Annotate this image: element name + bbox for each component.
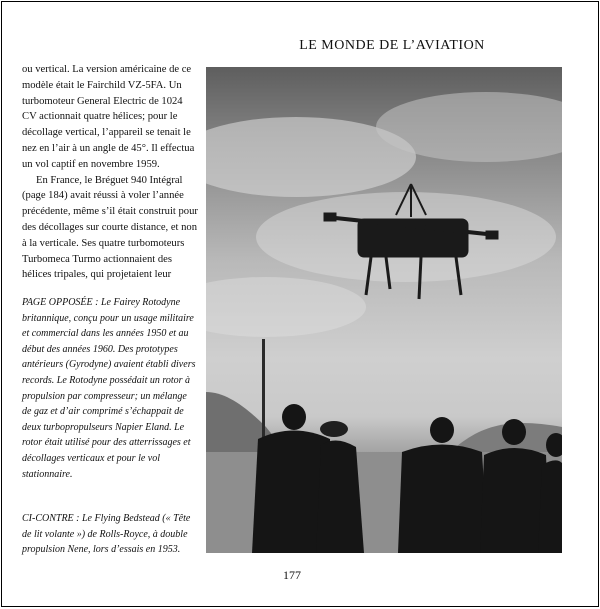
body-paragraph-1: ou vertical. La version américaine de ce modèle était le Fairchild VZ-5FA. Un turbomoteur General Electric de 1024 CV actionnait quatre hélices; pour le décollage vertical, l’appareil se tenait le nez en l’air à un angle de 45°. Il effectua un vol captif en novembre 1959. [22,64,195,170]
cloud [206,277,366,337]
page-number: 177 [283,568,301,582]
book-page [1,1,599,607]
caption-ci-contre-text: Le Flying Bedstead (« Tête de lit volante ») de Rolls-Royce, à double propulsion Nene, lors d’essais en 1953. [22,513,191,556]
caption-ci-contre [22,511,198,558]
body-paragraph-2: En France, le Bréguet 940 Intégral (page 184) avait réussi à voler l’année précédente, même s’il était construit pour des décollages sur courte distance, et non à la verticale. Ses quatre turbomoteurs Turbomeca Turmo actionnaient des hélices tripales, qui projetaient leur [22,174,198,281]
photo-illustration [206,67,562,553]
running-head: LE MONDE DE L’AVIATION [299,38,485,53]
caption-opposite-text: Le Fairey Rotodyne britannique, conçu pour un usage militaire et commercial dans les années 1950 et au début des années 1960. Des prototypes antérieurs (Gyrodyne) avaient établi divers records. Le Rotodyne possédait un rotor à propulsion par compresseur; un mélange de gaz et d’air comprimé s’échappait de deux turbopropulseurs Napier Eland. Le rotor était utilisé pour des atterrissages et décollages verticaux et pour le vol stationnaire. [22,297,196,480]
flying-bedstead-photo [206,67,562,553]
caption-ci-contre-lead: CI-CONTRE : [22,513,80,524]
caption-opposite-page [22,295,198,482]
spectators [252,404,562,553]
caption-opposite-lead: PAGE OPPOSÉE : [22,297,99,308]
body-text [22,62,198,283]
